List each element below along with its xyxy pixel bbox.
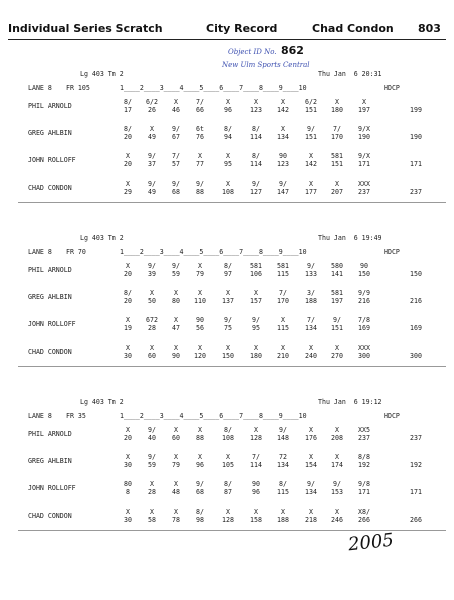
frame-score: 134 — [305, 488, 317, 496]
frame-score: 29 — [124, 188, 132, 196]
frame-mark: X — [309, 508, 313, 516]
frame-mark: 7/ — [172, 152, 180, 160]
frame-score: 266 — [358, 516, 370, 524]
object-id-label: Object ID No. — [228, 48, 277, 56]
frame-mark: X — [126, 152, 130, 160]
frame-mark: 8/ — [224, 262, 232, 270]
frame-score: 171 — [410, 160, 422, 168]
frame-score: 17 — [124, 106, 132, 114]
frame-mark: X — [254, 98, 258, 106]
frame-score: 56 — [196, 324, 204, 332]
frame-score: 95 — [252, 324, 260, 332]
frame-mark: X — [281, 508, 285, 516]
frame-score: 142 — [277, 106, 289, 114]
frame-score: 142 — [305, 160, 317, 168]
player-name: GREG AHLBIN — [28, 457, 72, 465]
frame-mark: 8/8 — [358, 453, 370, 461]
frame-mark: X — [174, 98, 178, 106]
frame-score: 171 — [358, 488, 370, 496]
frame-mark: 9/9 — [358, 289, 370, 297]
frame-score: 134 — [277, 461, 289, 469]
player-name: CHAD CONDON — [28, 512, 72, 520]
frame-mark: X — [150, 289, 154, 297]
frame-number-line: 1____2____3____4____5____6____7____8____9____10 — [120, 248, 307, 256]
frame-mark: X — [174, 453, 178, 461]
frame-mark: X — [281, 344, 285, 352]
frame-score: 68 — [172, 188, 180, 196]
frame-score: 154 — [305, 461, 317, 469]
frame-mark: 9/ — [224, 316, 232, 324]
frame-mark: X — [150, 344, 154, 352]
frame-score: 237 — [410, 434, 422, 442]
frame-mark: X — [126, 453, 130, 461]
frame-score: 26 — [148, 106, 156, 114]
frame-score: 128 — [250, 434, 262, 442]
frame-code: FR 105 — [66, 84, 90, 92]
frame-score: 28 — [148, 324, 156, 332]
frame-mark: 9/ — [172, 125, 180, 133]
frame-mark: X — [281, 316, 285, 324]
frame-mark: X — [254, 344, 258, 352]
frame-score: 30 — [124, 461, 132, 469]
frame-mark: X — [198, 453, 202, 461]
frame-mark: 9/ — [172, 180, 180, 188]
handwritten-year: 2005 — [347, 529, 395, 556]
frame-mark: X — [198, 262, 202, 270]
frame-score: 147 — [277, 188, 289, 196]
frame-mark: 8/ — [252, 125, 260, 133]
frame-mark: X — [150, 480, 154, 488]
frame-mark: 9/ — [148, 426, 156, 434]
frame-mark: X — [174, 480, 178, 488]
frame-mark: 581 — [331, 152, 343, 160]
frame-score: 48 — [172, 488, 180, 496]
frame-mark: 8/ — [224, 480, 232, 488]
frame-score: 171 — [358, 160, 370, 168]
frame-score: 218 — [305, 516, 317, 524]
frame-mark: 9/ — [307, 480, 315, 488]
frame-code: FR 35 — [66, 412, 86, 420]
frame-mark: X — [198, 426, 202, 434]
frame-score: 79 — [172, 461, 180, 469]
frame-score: 207 — [331, 188, 343, 196]
frame-mark: X — [174, 344, 178, 352]
frame-score: 105 — [222, 461, 234, 469]
frame-score: 190 — [410, 133, 422, 141]
frame-score: 30 — [124, 516, 132, 524]
frame-mark: X — [226, 98, 230, 106]
frame-mark: XX5 — [358, 426, 370, 434]
frame-mark: 6/2 — [146, 98, 158, 106]
frame-mark: X — [362, 98, 366, 106]
hdcp-label: HDCP — [384, 84, 400, 92]
frame-score: 150 — [410, 270, 422, 278]
frame-score: 169 — [410, 324, 422, 332]
frame-mark: 8/ — [124, 125, 132, 133]
frame-score: 20 — [124, 434, 132, 442]
game-timestamp: Thu Jan 6 20:31 — [318, 70, 382, 78]
player-name: JOHN ROLLOFF — [28, 320, 76, 328]
frame-score: 94 — [224, 133, 232, 141]
frame-mark: 672 — [146, 316, 158, 324]
frame-score: 46 — [172, 106, 180, 114]
page-title: Individual Series Scratch — [8, 22, 163, 35]
frame-score: 68 — [196, 488, 204, 496]
frame-score: 20 — [124, 160, 132, 168]
frame-score: 96 — [196, 461, 204, 469]
frame-mark: X — [335, 426, 339, 434]
frame-mark: 7/ — [196, 98, 204, 106]
frame-score: 66 — [196, 106, 204, 114]
frame-mark: 9/ — [279, 426, 287, 434]
frame-score: 199 — [410, 106, 422, 114]
frame-mark: XXX — [358, 180, 370, 188]
frame-score: 151 — [331, 324, 343, 332]
frame-mark: 8/ — [252, 152, 260, 160]
frame-mark: X — [126, 344, 130, 352]
frame-number-line: 1____2____3____4____5____6____7____8____9____10 — [120, 412, 307, 420]
lane-label: LANE 8 — [28, 84, 52, 92]
player-name: PHIL ARNOLD — [28, 266, 72, 274]
frame-mark: 581 — [331, 289, 343, 297]
frame-mark: X — [226, 344, 230, 352]
frame-mark: 9/ — [148, 152, 156, 160]
frame-mark: X — [309, 180, 313, 188]
frame-mark: X — [335, 98, 339, 106]
hdcp-label: HDCP — [384, 412, 400, 420]
player-name: CHAD CONDON — [28, 348, 72, 356]
frame-score: 57 — [172, 160, 180, 168]
frame-score: 174 — [331, 461, 343, 469]
frame-score: 95 — [224, 160, 232, 168]
frame-score: 76 — [196, 133, 204, 141]
frame-score: 20 — [124, 297, 132, 305]
player-name: CHAD CONDON — [28, 184, 72, 192]
game-timestamp: Thu Jan 6 19:49 — [318, 234, 382, 242]
frame-score: 180 — [331, 106, 343, 114]
frame-mark: 7/ — [307, 316, 315, 324]
frame-score: 300 — [410, 352, 422, 360]
frame-score: 128 — [222, 516, 234, 524]
frame-mark: 8/ — [224, 426, 232, 434]
game-timestamp: Thu Jan 6 19:12 — [318, 398, 382, 406]
frame-score: 114 — [250, 160, 262, 168]
frame-score: 79 — [196, 270, 204, 278]
frame-score: 133 — [305, 270, 317, 278]
frame-score: 134 — [305, 324, 317, 332]
frame-mark: 90 — [252, 480, 260, 488]
frame-score: 58 — [148, 516, 156, 524]
frame-mark: 9/ — [172, 262, 180, 270]
record-label: City Record — [206, 22, 278, 35]
frame-mark: X — [254, 508, 258, 516]
frame-score: 97 — [224, 270, 232, 278]
frame-score: 28 — [148, 488, 156, 496]
frame-mark: X — [198, 289, 202, 297]
frame-score: 158 — [250, 516, 262, 524]
frame-mark: X — [198, 344, 202, 352]
frame-score: 237 — [358, 434, 370, 442]
frame-mark: 9/ — [252, 180, 260, 188]
frame-score: 150 — [222, 352, 234, 360]
frame-mark: X — [309, 152, 313, 160]
league-label: Lg 403 Tm 2 — [80, 70, 124, 78]
frame-score: 37 — [148, 160, 156, 168]
lane-label: LANE 8 — [28, 248, 52, 256]
frame-score: 123 — [250, 106, 262, 114]
frame-mark: 580 — [331, 262, 343, 270]
league-label: Lg 403 Tm 2 — [80, 398, 124, 406]
frame-mark: X — [174, 316, 178, 324]
frame-score: 87 — [224, 488, 232, 496]
frame-score: 197 — [331, 297, 343, 305]
frame-mark: X — [126, 180, 130, 188]
frame-score: 151 — [331, 160, 343, 168]
frame-mark: 8/ — [196, 508, 204, 516]
frame-mark: 6/2 — [305, 98, 317, 106]
frame-score: 88 — [196, 188, 204, 196]
frame-score: 190 — [358, 133, 370, 141]
frame-score: 78 — [172, 516, 180, 524]
frame-mark: X — [226, 180, 230, 188]
frame-score: 153 — [331, 488, 343, 496]
frame-score: 88 — [196, 434, 204, 442]
frame-score: 237 — [410, 188, 422, 196]
frame-score: 157 — [250, 297, 262, 305]
frame-score: 134 — [277, 133, 289, 141]
object-source: New Ulm Sports Central — [222, 61, 310, 69]
frame-mark: 9/ — [148, 262, 156, 270]
frame-score: 30 — [124, 352, 132, 360]
frame-mark: X — [281, 98, 285, 106]
frame-mark: X — [174, 426, 178, 434]
frame-mark: X — [126, 426, 130, 434]
frame-mark: 9/X — [358, 125, 370, 133]
player-name: PHIL ARNOLD — [28, 430, 72, 438]
frame-mark: 9/8 — [358, 480, 370, 488]
score-section — [0, 234, 454, 414]
frame-score: 90 — [172, 352, 180, 360]
frame-mark: X — [335, 344, 339, 352]
frame-mark: 8/ — [224, 125, 232, 133]
frame-mark: X — [198, 152, 202, 160]
frame-score: 96 — [252, 488, 260, 496]
frame-score: 237 — [358, 188, 370, 196]
frame-score: 115 — [277, 324, 289, 332]
frame-mark: X — [126, 508, 130, 516]
frame-score: 75 — [224, 324, 232, 332]
frame-mark: 9/ — [148, 180, 156, 188]
frame-mark: X — [254, 289, 258, 297]
frame-score: 150 — [358, 270, 370, 278]
frame-mark: 6t — [196, 125, 204, 133]
player-name: GREG AHLBIN — [28, 293, 72, 301]
frame-score: 114 — [250, 133, 262, 141]
frame-mark: 9/ — [333, 316, 341, 324]
frame-mark: 9/ — [279, 180, 287, 188]
frame-score: 108 — [222, 434, 234, 442]
frame-mark: XXX — [358, 344, 370, 352]
frame-score: 106 — [250, 270, 262, 278]
frame-mark: 8/ — [124, 289, 132, 297]
frame-score: 188 — [277, 516, 289, 524]
frame-score: 177 — [305, 188, 317, 196]
frame-score: 176 — [305, 434, 317, 442]
frame-mark: X — [335, 180, 339, 188]
frame-score: 39 — [148, 270, 156, 278]
frame-score: 50 — [148, 297, 156, 305]
frame-score: 98 — [196, 516, 204, 524]
frame-score: 19 — [124, 324, 132, 332]
frame-mark: X — [309, 344, 313, 352]
frame-mark: X — [226, 289, 230, 297]
frame-score: 148 — [277, 434, 289, 442]
frame-mark: 72 — [279, 453, 287, 461]
series-score: 803 — [418, 22, 441, 35]
frame-score: 216 — [358, 297, 370, 305]
frame-mark: 8/ — [279, 480, 287, 488]
frame-mark: 80 — [124, 480, 132, 488]
frame-mark: X — [335, 508, 339, 516]
frame-score: 246 — [331, 516, 343, 524]
frame-score: 188 — [305, 297, 317, 305]
frame-mark: 9/ — [252, 316, 260, 324]
frame-score: 96 — [224, 106, 232, 114]
frame-score: 240 — [305, 352, 317, 360]
frame-mark: X — [150, 508, 154, 516]
frame-score: 127 — [250, 188, 262, 196]
frame-mark: X — [126, 316, 130, 324]
frame-mark: X — [309, 426, 313, 434]
frame-score: 20 — [124, 270, 132, 278]
frame-score: 192 — [410, 461, 422, 469]
frame-score: 216 — [410, 297, 422, 305]
frame-score: 171 — [410, 488, 422, 496]
frame-mark: X — [335, 453, 339, 461]
frame-score: 197 — [358, 106, 370, 114]
frame-mark: X — [226, 453, 230, 461]
frame-score: 110 — [194, 297, 206, 305]
frame-score: 210 — [277, 352, 289, 360]
frame-mark: X — [150, 125, 154, 133]
frame-mark: X — [174, 289, 178, 297]
section-divider — [18, 366, 446, 367]
frame-score: 169 — [358, 324, 370, 332]
frame-mark: 7/ — [333, 125, 341, 133]
frame-mark: 581 — [250, 262, 262, 270]
frame-mark: 9/ — [307, 125, 315, 133]
frame-mark: X8/ — [358, 508, 370, 516]
frame-mark: 581 — [277, 262, 289, 270]
frame-score: 60 — [172, 434, 180, 442]
frame-mark: X — [174, 508, 178, 516]
frame-mark: X — [126, 262, 130, 270]
frame-mark: 9/X — [358, 152, 370, 160]
frame-score: 115 — [277, 270, 289, 278]
frame-score: 8 — [126, 488, 130, 496]
frame-mark: 9/ — [196, 480, 204, 488]
header-divider — [8, 39, 446, 40]
frame-score: 151 — [305, 133, 317, 141]
frame-score: 270 — [331, 352, 343, 360]
frame-score: 59 — [148, 461, 156, 469]
frame-mark: 9/ — [196, 180, 204, 188]
frame-mark: 8/ — [124, 98, 132, 106]
frame-mark: 9/ — [333, 480, 341, 488]
frame-score: 40 — [148, 434, 156, 442]
frame-score: 192 — [358, 461, 370, 469]
frame-score: 151 — [305, 106, 317, 114]
player-name: PHIL ARNOLD — [28, 102, 72, 110]
league-label: Lg 403 Tm 2 — [80, 234, 124, 242]
frame-mark: 7/ — [252, 453, 260, 461]
frame-mark: 9/ — [307, 262, 315, 270]
frame-score: 47 — [172, 324, 180, 332]
frame-mark: X — [226, 152, 230, 160]
bowler-name: Chad Condon — [312, 22, 394, 35]
frame-mark: X — [254, 426, 258, 434]
frame-score: 300 — [358, 352, 370, 360]
frame-score: 141 — [331, 270, 343, 278]
frame-mark: 7/ — [279, 289, 287, 297]
frame-mark: 9/ — [148, 453, 156, 461]
frame-score: 120 — [194, 352, 206, 360]
frame-score: 67 — [172, 133, 180, 141]
frame-mark: 7/8 — [358, 316, 370, 324]
frame-score: 80 — [172, 297, 180, 305]
player-name: GREG AHLBIN — [28, 129, 72, 137]
frame-score: 170 — [277, 297, 289, 305]
frame-score: 20 — [124, 133, 132, 141]
frame-score: 170 — [331, 133, 343, 141]
lane-label: LANE 8 — [28, 412, 52, 420]
player-name: JOHN ROLLOFF — [28, 484, 76, 492]
frame-code: FR 70 — [66, 248, 86, 256]
frame-score: 114 — [250, 461, 262, 469]
frame-score: 49 — [148, 188, 156, 196]
frame-score: 60 — [148, 352, 156, 360]
frame-score: 115 — [277, 488, 289, 496]
frame-score: 123 — [277, 160, 289, 168]
frame-mark: 90 — [360, 262, 368, 270]
frame-score: 59 — [172, 270, 180, 278]
frame-mark: 90 — [196, 316, 204, 324]
frame-score: 266 — [410, 516, 422, 524]
frame-score: 180 — [250, 352, 262, 360]
object-id-number: 862 — [281, 44, 304, 57]
frame-mark: X — [281, 125, 285, 133]
frame-mark: X — [226, 508, 230, 516]
frame-score: 49 — [148, 133, 156, 141]
frame-mark: X — [309, 453, 313, 461]
frame-mark: 3/ — [307, 289, 315, 297]
frame-score: 137 — [222, 297, 234, 305]
frame-score: 108 — [222, 188, 234, 196]
score-section — [0, 70, 454, 250]
hdcp-label: HDCP — [384, 248, 400, 256]
frame-score: 77 — [196, 160, 204, 168]
frame-mark: 90 — [279, 152, 287, 160]
frame-number-line: 1____2____3____4____5____6____7____8____9____10 — [120, 84, 307, 92]
player-name: JOHN ROLLOFF — [28, 156, 76, 164]
frame-score: 208 — [331, 434, 343, 442]
section-divider — [18, 202, 446, 203]
